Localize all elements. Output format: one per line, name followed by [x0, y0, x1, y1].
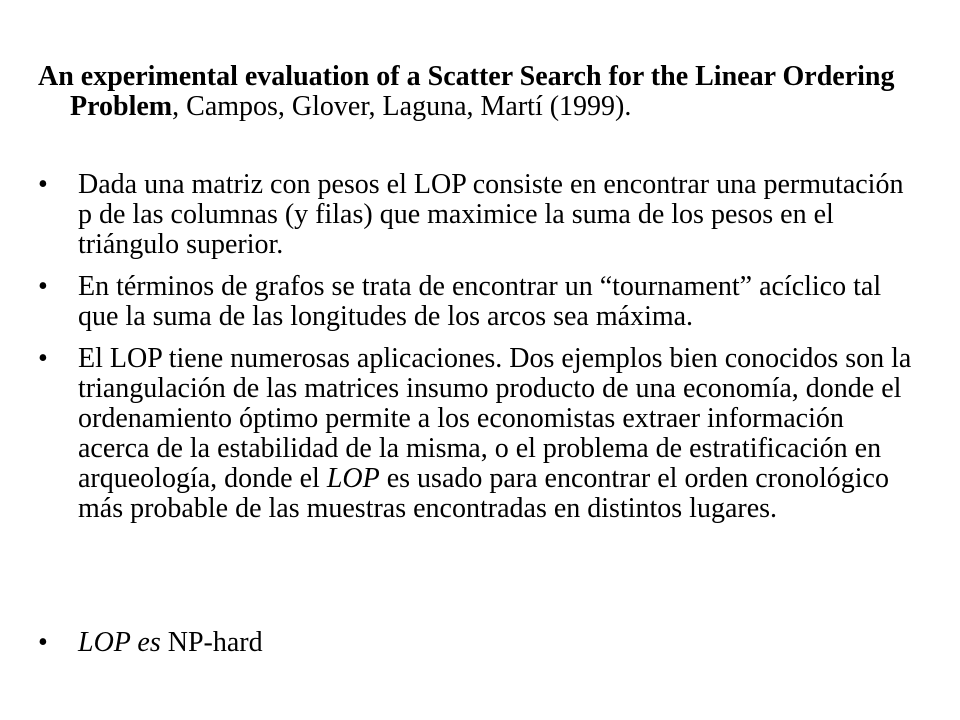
bullet-text: En términos de grafos se trata de encontrar un “tournament” acíclico tal que la suma de las longitudes de los arcos sea máxima.: [78, 271, 882, 332]
bullet-text-part: es usado para encontrar el orden cronológico más probable de las muestras encontradas en distintos lugares.: [78, 463, 889, 524]
reference-citation: [38, 62, 950, 122]
bullet-text-part: El LOP tiene numerosas aplicaciones. Dos ejemplos bien conocidos son la triangulación de las matrices insumo producto de una economía, donde el ordenamiento óptimo permite a los economistas extraer información acerca de la estabilidad de la misma, o el problema de estratificación en arqueología, donde el: [78, 343, 912, 494]
bullet-item: [38, 344, 918, 524]
bullet-item: [38, 272, 918, 332]
bullet-list: [38, 169, 918, 658]
bullet-text: Dada una matriz con pesos el LOP consiste en encontrar una permutación p de las columnas (y filas) que maximice la suma de los pesos en el triángulo superior.: [78, 169, 904, 260]
paper-title: An experimental evaluation of a Scatter Search for the Linear Ordering Problem: [38, 61, 895, 122]
bullet-text: [78, 343, 911, 524]
bullet-text: [78, 627, 263, 658]
paper-authors: , Campos, Glover, Laguna, Martí (1999).: [172, 91, 632, 122]
bullet-text-part: NP-hard: [160, 627, 263, 658]
bullet-icon: •: [38, 169, 48, 200]
bullet-icon: •: [38, 343, 48, 374]
bullet-icon: •: [38, 271, 48, 302]
bullet-item: [38, 628, 918, 658]
bullet-item: [38, 170, 918, 260]
bullet-text-italic: LOP: [326, 463, 380, 494]
bullet-text-italic: LOP es: [78, 627, 161, 658]
bullet-icon: •: [38, 627, 48, 658]
